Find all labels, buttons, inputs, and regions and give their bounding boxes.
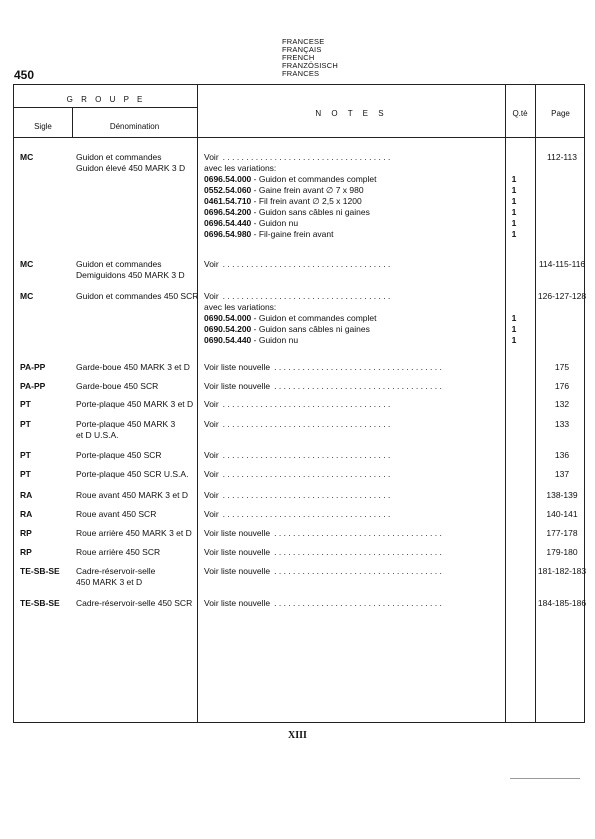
row-sigle: RP [20,547,32,557]
variation-item [204,174,492,185]
row-sigle: PT [20,450,31,460]
dot-leader [223,450,492,461]
row-note: Voir liste nouvelle [204,566,271,576]
dot-leader [223,259,492,270]
variation-desc: - Gaine frein avant ∅ 7 x 980 [251,185,364,195]
model-page-number: 450 [14,68,35,82]
variation-code: 0552.54.060 [204,185,252,195]
row-denomination: Guidon et commandes 450 SCR [76,291,199,301]
row-note: Voir liste nouvelle [204,381,271,391]
row-subnote: avec les variations: [204,163,277,173]
row-qty: 1 [511,196,517,206]
variation-desc: - Guidon sans câbles ni gaines [251,207,370,217]
row-denomination: Roue avant 450 MARK 3 et D [76,490,188,500]
row-notes [204,566,492,577]
row-page: 181-182-183 [537,566,587,576]
variation-item [204,185,492,196]
roman-page-number: XIII [288,730,307,741]
row-sigle: PA-PP [20,381,46,391]
header-divider [14,107,198,108]
row-notes [204,419,492,430]
row-page: 179-180 [546,547,578,557]
row-notes [204,259,492,270]
language-item: FRANCESE [282,37,325,46]
row-denomination: Garde-boue 450 MARK 3 et D [76,362,190,372]
row-notes [204,381,492,392]
row-page: 140-141 [546,509,578,519]
row-page: 132 [554,399,570,409]
row-notes [204,450,492,461]
variation-code: 0690.54.200 [204,324,252,334]
dot-leader [223,152,492,163]
row-denomination: Roue arrière 450 SCR [76,547,161,557]
row-qty: 1 [511,218,517,228]
variation-code: 0461.54.710 [204,196,252,206]
variation-item [204,218,492,229]
row-page: 177-178 [546,528,578,538]
dot-leader [223,419,492,430]
dot-leader [274,598,492,609]
row-notes [204,362,492,373]
row-notes [204,399,492,410]
row-sigle: RA [20,490,33,500]
dot-leader [223,469,492,480]
row-denomination: Porte-plaque 450 MARK 3 et D U.S.A. [76,419,176,440]
variation-code: 0696.54.980 [204,229,252,239]
row-sigle: MC [20,152,34,162]
row-sigle: TE-SB-SE [20,598,60,608]
language-item: FRENCH [282,53,315,62]
row-sigle: RP [20,528,32,538]
variation-code: 0696.54.000 [204,174,252,184]
row-page: 126-127-128 [537,291,587,301]
row-note: Voir [204,450,219,460]
dot-leader [274,362,492,373]
row-notes [204,490,492,501]
row-page: 114-115-116 [538,259,586,269]
row-note: Voir liste nouvelle [204,598,271,608]
row-qty: 1 [511,207,517,217]
row-notes [204,469,492,480]
row-sigle: PA-PP [20,362,46,372]
dot-leader [274,547,492,558]
row-qty: 1 [511,185,517,195]
variation-desc: - Guidon nu [251,335,299,345]
row-qty: 1 [511,229,517,239]
qty-header: Q.tè [512,109,528,118]
variation-item [204,229,492,240]
row-note: Voir liste nouvelle [204,362,271,372]
row-page: 136 [554,450,570,460]
dot-leader [223,399,492,410]
variation-item [204,196,492,207]
dot-leader [274,566,492,577]
dot-leader [274,381,492,392]
variation-item [204,324,492,335]
row-notes [204,547,492,558]
row-denomination: Porte-plaque 450 SCR U.S.A. [76,469,189,479]
scan-artifact [510,778,580,779]
language-list [282,38,338,78]
row-qty: 1 [511,174,517,184]
row-page: 112-113 [547,152,577,162]
row-denomination: Cadre-réservoir-selle 450 SCR [76,598,193,608]
row-page: 138-139 [546,490,578,500]
page-header: Page [551,109,570,118]
variation-desc: - Guidon et commandes complet [251,174,377,184]
row-note: Voir [204,152,219,162]
row-denomination: Porte-plaque 450 SCR [76,450,162,460]
sigle-header: Sigle [34,122,52,131]
row-note: Voir [204,509,219,519]
language-item: FRANZÖSISCH [282,61,338,70]
row-sigle: TE-SB-SE [20,566,60,576]
row-note: Voir liste nouvelle [204,528,271,538]
denomination-header: Dénomination [109,122,160,131]
variation-item [204,207,492,218]
row-sigle: MC [20,259,34,269]
header-bottom-rule [14,137,584,138]
row-sigle: MC [20,291,34,301]
notes-header: N O T E S [315,109,388,118]
dot-leader [274,528,492,539]
dot-leader [223,509,492,520]
variation-desc: - Guidon sans câbles ni gaines [251,324,370,334]
row-denomination: Roue avant 450 SCR [76,509,157,519]
row-notes [204,598,492,609]
dot-leader [223,490,492,501]
row-denomination: Porte-plaque 450 MARK 3 et D [76,399,194,409]
language-item: FRANCES [282,69,320,78]
row-qty: 1 [511,335,517,345]
row-note: Voir liste nouvelle [204,547,271,557]
variation-code: 0696.54.440 [204,218,252,228]
dot-leader [223,291,492,302]
row-page: 184-185-186 [537,598,587,608]
row-sigle: PT [20,399,31,409]
row-denomination: Guidon et commandes Demiguidons 450 MARK 3 D [76,259,185,280]
row-denomination: Guidon et commandes Guidon élevé 450 MARK 3 D [76,152,186,173]
language-item: FRANÇAIS [282,45,322,54]
row-denomination: Garde-boue 450 SCR [76,381,159,391]
row-page: 175 [554,362,570,372]
row-page: 137 [554,469,570,479]
row-qty: 1 [511,313,517,323]
row-denomination: Cadre-réservoir-selle 450 MARK 3 et D [76,566,156,587]
variation-desc: - Fil-gaine frein avant [251,229,334,239]
row-note: Voir [204,259,219,269]
row-page: 133 [554,419,570,429]
row-sigle: PT [20,419,31,429]
row-notes [204,528,492,539]
groupe-header: G R O U P E [66,95,146,104]
variation-desc: - Fil frein avant ∅ 2,5 x 1200 [251,196,362,206]
row-note: Voir [204,490,219,500]
row-note: Voir [204,399,219,409]
row-notes [204,509,492,520]
row-notes [204,152,492,240]
row-notes [204,291,492,346]
variation-item [204,313,492,324]
row-page: 176 [554,381,570,391]
variation-desc: - Guidon nu [251,218,299,228]
variation-item [204,335,492,346]
row-note: Voir [204,469,219,479]
variation-desc: - Guidon et commandes complet [251,313,377,323]
row-sigle: RA [20,509,33,519]
variation-code: 0690.54.000 [204,313,252,323]
row-denomination: Roue arrière 450 MARK 3 et D [76,528,192,538]
row-sigle: PT [20,469,31,479]
row-subnote: avec les variations: [204,302,277,312]
row-note: Voir [204,419,219,429]
row-qty: 1 [511,324,517,334]
row-note: Voir [204,291,219,301]
parts-table [13,84,585,723]
variation-code: 0690.54.440 [204,335,252,345]
variation-code: 0696.54.200 [204,207,252,217]
